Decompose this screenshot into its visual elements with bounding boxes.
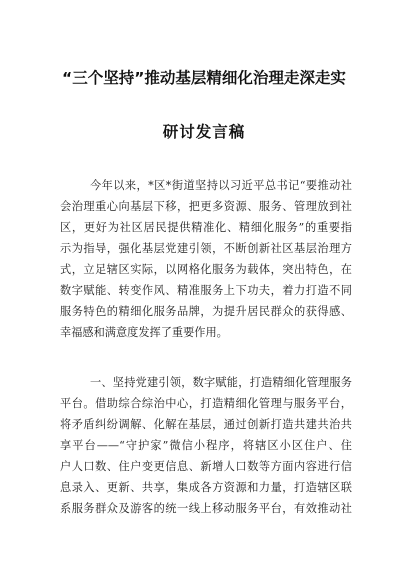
paragraph-2-line: 将矛盾纠纷调解、化解在基层，通过创新打造共建共治共 xyxy=(60,418,352,431)
paragraph-1-line: 会治理重心向基层下移，把更多资源、服务、管理放到社 xyxy=(60,200,352,213)
paragraph-1-line: 服务特色的精细化服务品牌，为提升居民群众的获得感、 xyxy=(60,305,352,318)
paragraph-1-line: 示为指导，强化基层党建引领，不断创新社区基层治理方 xyxy=(60,242,352,255)
paragraph-2-line: 享平台——“守护家”微信小程序，将辖区小区住户、住 xyxy=(60,439,352,452)
paragraph-2-line: 平台。借助综合综治中心，打造精细化管理与服务平台， xyxy=(60,397,352,410)
paragraph-1-line: 式，立足辖区实际，以网格化服务为载体，突出特色，在 xyxy=(60,263,352,276)
paragraph-2-line: 户人口数、住户变更信息、新增人口数等方面内容进行信 xyxy=(60,460,352,473)
paragraph-1-line: 今年以来，*区*街道坚持以习近平总书记“要推动社 xyxy=(90,179,352,192)
paragraph-1-line: 数字赋能、转变作风、精准服务上下功夫，着力打造不同 xyxy=(60,284,352,297)
document-title-line-2: 研讨发言稿 xyxy=(162,123,246,141)
paragraph-2-line: 一、坚持党建引领，数字赋能，打造精细化管理服务 xyxy=(90,376,352,389)
paragraph-2-line: 息录入、更新、共享，集成各方资源和力量，打造辖区联 xyxy=(60,481,352,494)
paragraph-2-line: 系服务群众及游客的统一线上移动服务平台，有效推动社 xyxy=(60,502,352,515)
paragraph-1-line: 区，更好为社区居民提供精准化、精细化服务”的重要指 xyxy=(60,221,352,234)
paragraph-1-line: 幸福感和满意度发挥了重要作用。 xyxy=(60,326,228,339)
document-title-line-1: “三个坚持”推动基层精细化治理走深走实 xyxy=(62,69,346,87)
